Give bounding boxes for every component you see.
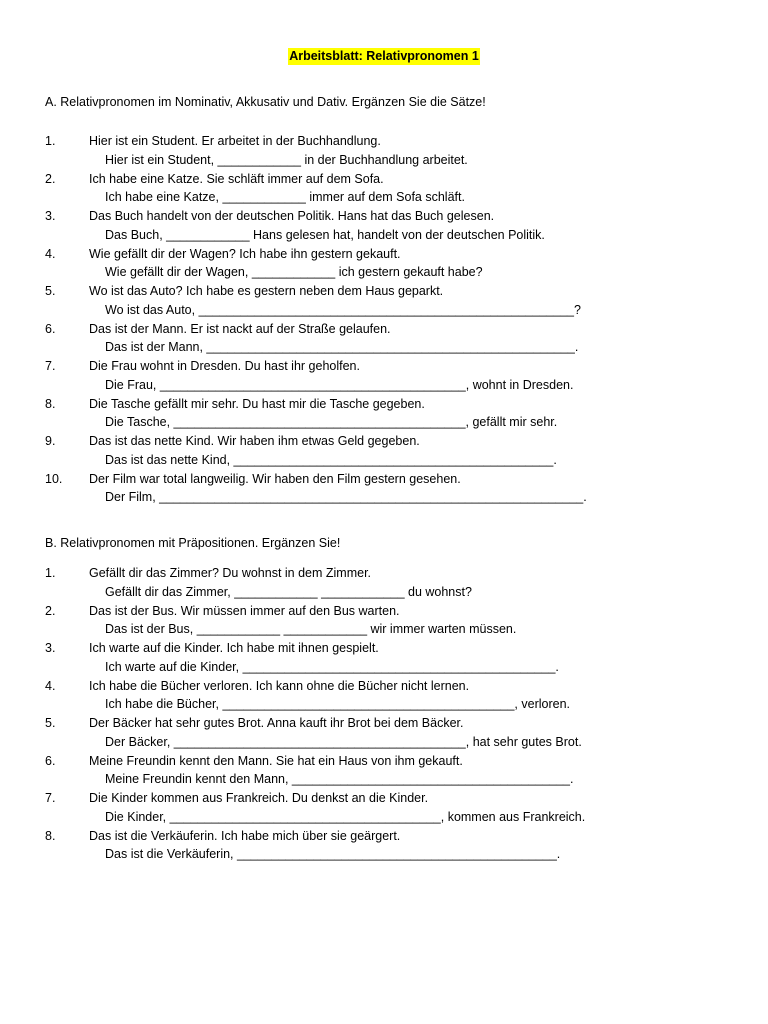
- source-sentence: Die Frau wohnt in Dresden. Du hast ihr geholfen.: [89, 359, 360, 373]
- exercise-sentence: Die Tasche, __________________________________________, gefällt mir sehr.: [105, 415, 558, 430]
- source-sentence: Wie gefällt dir der Wagen? Ich habe ihn gestern gekauft.: [89, 246, 401, 261]
- source-sentence: Der Film war total langweilig. Wir haben den Film gestern gesehen.: [89, 471, 461, 486]
- exercise-sentence: Der Bäcker, __________________________________________, hat sehr gutes Brot.: [105, 734, 582, 749]
- source-sentence: Hier ist ein Student. Er arbeitet in der Buchhandlung.: [89, 134, 381, 148]
- source-sentence: Die Tasche gefällt mir sehr. Du hast mir die Tasche gegeben.: [89, 396, 425, 411]
- item-number: 6.: [45, 321, 56, 336]
- exercise-sentence: Die Kinder, _______________________________________, kommen aus Frankreich.: [105, 809, 586, 824]
- page-title: Arbeitsblatt: Relativpronomen 1: [289, 49, 479, 63]
- exercise-sentence: Meine Freundin kennt den Mann, ________________________________________.: [105, 772, 574, 787]
- exercise-sentence: Das ist die Verkäuferin, ______________________________________________.: [105, 847, 561, 862]
- exercise-sentence: Ich habe eine Katze, ____________ immer auf dem Sofa schläft.: [105, 190, 465, 205]
- source-sentence: Meine Freundin kennt den Mann. Sie hat ein Haus von ihm gekauft.: [89, 753, 463, 768]
- exercise-sentence: Ich warte auf die Kinder, _____________________________________________.: [105, 659, 559, 674]
- item-number: 5.: [45, 284, 56, 298]
- item-number: 10.: [45, 471, 63, 486]
- source-sentence: Das ist das nette Kind. Wir haben ihm etwas Geld gegeben.: [89, 434, 420, 448]
- item-number: 5.: [45, 716, 56, 730]
- source-sentence: Das ist der Bus. Wir müssen immer auf den Bus warten.: [89, 603, 400, 618]
- exercise-sentence: Die Frau, ____________________________________________, wohnt in Dresden.: [105, 377, 574, 392]
- item-number: 6.: [45, 753, 56, 768]
- section-b-heading: B. Relativpronomen mit Präpositionen. Ergänzen Sie!: [45, 536, 341, 550]
- item-number: 7.: [45, 359, 56, 373]
- source-sentence: Das ist der Mann. Er ist nackt auf der Straße gelaufen.: [89, 321, 391, 336]
- exercise-sentence: Das ist der Bus, ____________ ____________ wir immer warten müssen.: [105, 622, 517, 637]
- item-number: 4.: [45, 678, 56, 693]
- exercise-sentence: Ich habe die Bücher, __________________________________________, verloren.: [105, 697, 571, 712]
- exercise-sentence: Hier ist ein Student, ____________ in der Buchhandlung arbeitet.: [105, 152, 468, 167]
- source-sentence: Die Kinder kommen aus Frankreich. Du denkst an die Kinder.: [89, 791, 429, 805]
- exercise-sentence: Der Film, _____________________________________________________________.: [105, 490, 587, 505]
- exercise-sentence: Wo ist das Auto, ______________________________________________________?: [105, 302, 581, 317]
- item-number: 8.: [45, 396, 56, 411]
- source-sentence: Ich warte auf die Kinder. Ich habe mit ihnen gespielt.: [89, 641, 379, 655]
- item-number: 9.: [45, 434, 56, 448]
- item-number: 4.: [45, 246, 56, 261]
- source-sentence: Ich habe die Bücher verloren. Ich kann ohne die Bücher nicht lernen.: [89, 678, 470, 693]
- item-number: 3.: [45, 209, 56, 223]
- section-a-heading: A. Relativpronomen im Nominativ, Akkusativ und Dativ. Ergänzen Sie die Sätze!: [45, 95, 486, 109]
- title-container: [0, 47, 768, 65]
- exercise-sentence: Das Buch, ____________ Hans gelesen hat, handelt von der deutschen Politik.: [105, 227, 545, 242]
- item-number: 2.: [45, 603, 56, 618]
- exercise-sentence: Das ist der Mann, _____________________________________________________.: [105, 340, 579, 355]
- exercise-sentence: Wie gefällt dir der Wagen, ____________ ich gestern gekauft habe?: [105, 265, 483, 280]
- source-sentence: Gefällt dir das Zimmer? Du wohnst in dem Zimmer.: [89, 566, 372, 580]
- source-sentence: Das ist die Verkäuferin. Ich habe mich über sie geärgert.: [89, 828, 401, 843]
- source-sentence: Wo ist das Auto? Ich habe es gestern neben dem Haus geparkt.: [89, 284, 444, 298]
- exercise-sentence: Gefällt dir das Zimmer, ____________ ____________ du wohnst?: [105, 584, 472, 599]
- item-number: 7.: [45, 791, 56, 805]
- item-number: 1.: [45, 134, 56, 148]
- source-sentence: Der Bäcker hat sehr gutes Brot. Anna kauft ihr Brot bei dem Bäcker.: [89, 716, 464, 730]
- item-number: 3.: [45, 641, 56, 655]
- source-sentence: Das Buch handelt von der deutschen Politik. Hans hat das Buch gelesen.: [89, 209, 495, 223]
- source-sentence: Ich habe eine Katze. Sie schläft immer auf dem Sofa.: [89, 171, 384, 186]
- exercise-sentence: Das ist das nette Kind, ______________________________________________.: [105, 452, 557, 467]
- item-number: 2.: [45, 171, 56, 186]
- item-number: 8.: [45, 828, 56, 843]
- item-number: 1.: [45, 566, 56, 580]
